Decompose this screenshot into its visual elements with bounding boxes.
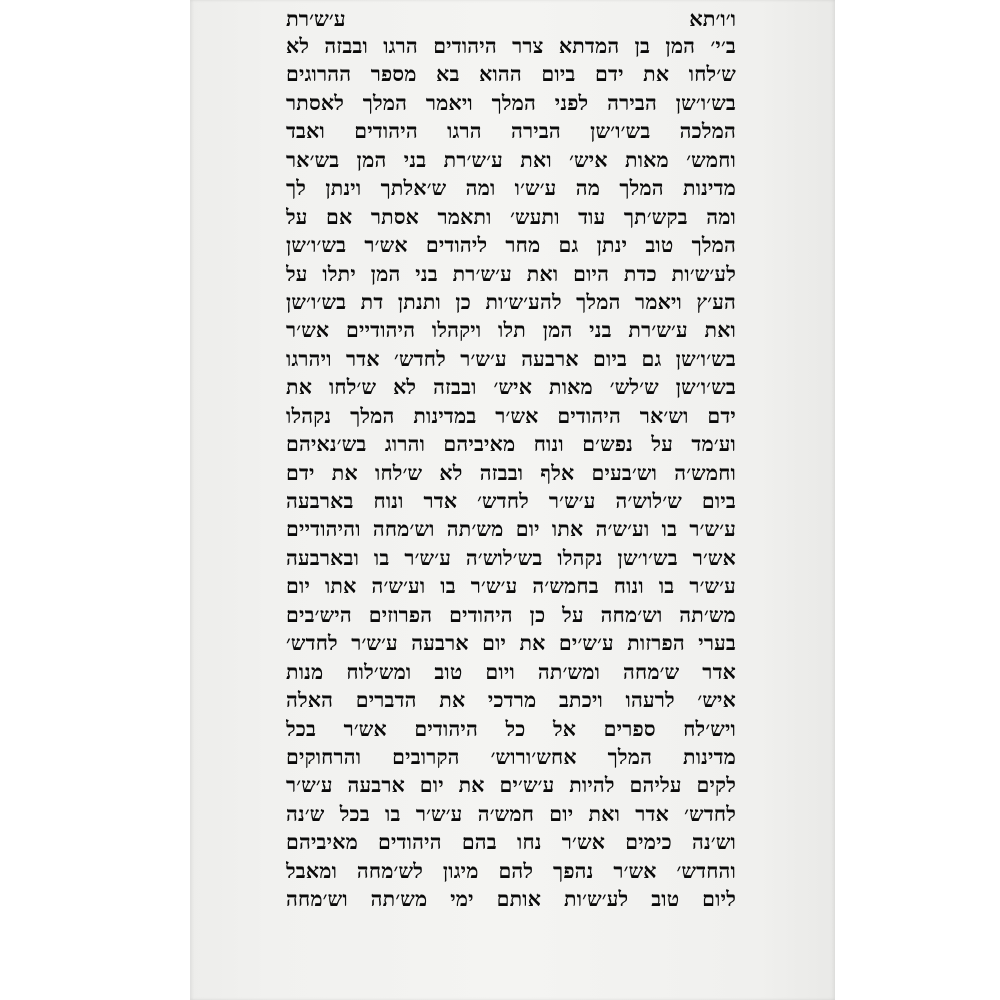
text-line: ע׳ש׳ר בו וע׳ש׳ה אתו יום מש׳תה וש׳מחה והיהודיים bbox=[286, 517, 736, 542]
text-line: המלכה בש׳ו׳שן הבירה הרגו היהודים ואבד bbox=[286, 119, 736, 144]
text-line: ביום ש׳לוש׳ה ע׳ש׳ר לחדש׳ אדר ונוח בארבעה bbox=[286, 489, 736, 513]
text-line: מדינות המלך מה ע׳ש׳ו ומה ש׳אלתך וינתן לך bbox=[286, 176, 736, 201]
text-line: בש׳ו׳שן הבירה לפני המלך ויאמר המלך לאסתר bbox=[286, 90, 736, 115]
text-line: בש׳ו׳שן גם ביום ארבעה ע׳ש׳ר לחדש׳ אדר ויהרגו bbox=[286, 346, 736, 371]
header-left-word: ע׳ש׳רת bbox=[286, 6, 346, 31]
text-line: ש׳לחו את ידם ביום ההוא בא מספר ההרוגים bbox=[286, 62, 736, 87]
text-line: ואת ע׳ש׳רת בני המן תלו ויקהלו היהודיים אש׳ר bbox=[286, 318, 736, 343]
text-line: ב׳י׳ המן בן המדתא צרר היהודים הרגו ובבזה לא bbox=[286, 34, 736, 58]
text-line: והחדש׳ אש׳ר נהפך להם מיגון לש׳מחה ומאבל bbox=[286, 858, 736, 883]
text-line: ומה בקש׳תך עוד ותעש׳ ותאמר אסתר אם על bbox=[286, 204, 736, 229]
text-line: לחדש׳ אדר ואת יום חמש׳ה ע׳ש׳ר בו בכל ש׳נה bbox=[286, 801, 736, 826]
column-header bbox=[286, 6, 736, 32]
text-line: בערי הפרזות ע׳ש׳ים את יום ארבעה ע׳ש׳ר לחדש׳ bbox=[286, 631, 736, 656]
text-line: מדינות המלך אחש׳ורוש׳ הקרובים והרחוקים bbox=[286, 744, 736, 769]
text-line: ידם וש׳אר היהודים אש׳ר במדינות המלך נקהלו bbox=[286, 403, 736, 428]
text-line: וע׳מד על נפש׳ם ונוח מאיביהם והרוג בש׳נאיהם bbox=[286, 432, 736, 457]
text-line: בש׳ו׳שן ש׳לש׳ מאות איש׳ ובבזה לא ש׳לחו את bbox=[286, 375, 736, 400]
text-lines bbox=[286, 32, 736, 914]
scroll-text-column bbox=[286, 6, 736, 996]
text-line: לקים עליהם להיות ע׳ש׳ים את יום ארבעה ע׳ש׳ר bbox=[286, 773, 736, 798]
text-line: וחמש׳ה וש׳בעים אלף ובבזה לא ש׳לחו את ידם bbox=[286, 460, 736, 485]
text-line: לע׳ש׳ות כדת היום ואת ע׳ש׳רת בני המן יתלו על bbox=[286, 261, 736, 286]
text-line: וש׳נה כימים אש׳ר נחו בהם היהודים מאיביהם bbox=[286, 830, 736, 855]
text-line: המלך טוב ינתן גם מחר ליהודים אש׳ר בש׳ו׳שן bbox=[286, 233, 736, 258]
text-line: אדר ש׳מחה ומש׳תה ויום טוב ומש׳לוח מנות bbox=[286, 659, 736, 684]
text-line: מש׳תה וש׳מחה על כן היהודים הפרוזים היש׳בים bbox=[286, 602, 736, 627]
text-line: הע׳ץ ויאמר המלך להע׳ש׳ות כן ותנתן דת בש׳ו׳שן bbox=[286, 289, 736, 314]
text-line: ע׳ש׳ר בו ונוח בחמש׳ה ע׳ש׳ר בו וע׳ש׳ה אתו יום bbox=[286, 574, 736, 599]
text-line: איש׳ לרעהו ויכתב מרדכי את הדברים האלה bbox=[286, 688, 736, 713]
text-line: ויש׳לח ספרים אל כל היהודים אש׳ר בכל bbox=[286, 716, 736, 741]
text-line: וחמש׳ מאות איש׳ ואת ע׳ש׳רת בני המן בש׳אר bbox=[286, 147, 736, 172]
text-line: ליום טוב לע׳ש׳ות אותם ימי מש׳תה וש׳מחה bbox=[286, 887, 736, 912]
text-line: אש׳ר בש׳ו׳שן נקהלו בש׳לוש׳ה ע׳ש׳ר בו ובארבעה bbox=[286, 545, 736, 570]
header-right-word: ו׳ו׳תא bbox=[689, 6, 736, 31]
